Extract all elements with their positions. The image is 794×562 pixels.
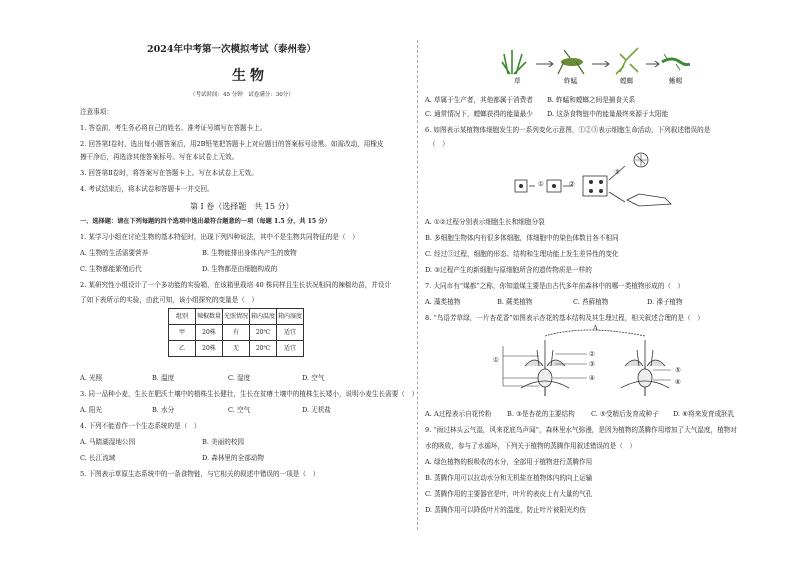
diagram-label: ⑤ <box>675 366 681 374</box>
q6-option-d: D. ③过程产生的新细胞与原细胞所含的遗传物质是一样的 <box>425 266 592 274</box>
q3-option-c: C. 空气 <box>228 406 251 414</box>
q5-option-c: C. 通常情况下，螳螂获得的能量最少 <box>425 110 533 118</box>
diagram-label: ③ <box>589 360 595 368</box>
table-header-row <box>169 309 304 325</box>
q4-option-a: A. 马踏湖湿地公园 <box>80 438 136 446</box>
process-marker-2: ② <box>569 180 575 188</box>
table-cell: 20株 <box>196 325 223 341</box>
q1-option-d: D. 生物都是由细胞构成的 <box>202 265 278 273</box>
diagram-label: ④ <box>589 374 595 382</box>
column-divider <box>417 40 418 530</box>
q6-stem: 6. 如图表示某植物体细胞发生的一系列变化示意图，①②③表示细胞生命活动，下列叙述错误的是 <box>425 126 711 134</box>
section-heading: 第 I 卷（选择题 共 15 分） <box>190 202 294 211</box>
q7-option-a: A. 藻类植物 <box>425 298 461 306</box>
q4-option-c: C. 长江流域 <box>80 454 116 462</box>
q4-option-b: B. 美丽的校园 <box>202 438 245 446</box>
q5-option-b: B. 蚱蜢和螳螂之间是捕食关系 <box>547 96 636 104</box>
grass-icon <box>502 50 526 74</box>
diagram-label: ① <box>493 356 499 364</box>
lizard-icon <box>662 54 690 70</box>
table-cell: 20℃ <box>250 325 277 341</box>
q7-option-d: D. 裸子植物 <box>647 298 683 306</box>
table-cell: 甲 <box>169 325 196 341</box>
q9-option-b: B. 蒸腾作用可以拉动水分和无机盐在植物体内的向上运输 <box>425 474 593 482</box>
table-header: 辣椒数量 <box>196 309 223 325</box>
exam-title: 2024年中考第一次模拟考试（泰州卷） <box>147 44 316 55</box>
q2-stem: 2. 某研究性小组设计了一个多功能的实验箱，在该箱里栽培 40 株同样且生长状况相同的辣椒幼苗，并设计 <box>80 281 392 289</box>
q6-option-c: C. 经过③过程，细胞的形态、结构和生理功能上发生差异性的变化 <box>425 250 619 258</box>
notes-heading: 注意事项： <box>80 108 113 116</box>
diagram-label: ② <box>589 350 595 358</box>
food-chain-label: 草 <box>514 77 521 85</box>
arrow-icon <box>592 61 609 67</box>
table-cell: 20℃ <box>250 341 277 357</box>
section-instruction: 一、选择题：请在下列每题的四个选项中选出最符合题意的一项（每题 1.5 分，共 15 分） <box>80 218 331 225</box>
grasshopper-icon <box>558 50 584 74</box>
q2-stem-cont: 了如下表所示的实验，由此可知，该小组探究的变量是（ ） <box>80 296 259 304</box>
flower-left-icon <box>521 340 569 396</box>
q8-option-d: D. ⑥将来发育成胚乳 <box>673 410 735 418</box>
food-chain-figure <box>500 44 690 90</box>
exam-info: （考试时间：45 分钟 试卷满分：30分） <box>190 92 294 98</box>
process-marker-1: ① <box>538 180 544 188</box>
q9-option-d: D. 蒸腾作用可以降低叶片的温度，防止叶片被阳光灼伤 <box>425 506 586 514</box>
table-header: 箱内温度 <box>250 309 277 325</box>
q9-stem-cont: 水的吸收，参与了水循环，下列关于植物的蒸腾作用叙述错误的是（ ） <box>425 442 636 450</box>
q8-option-a: A. A过程表示自花传粉 <box>425 410 492 418</box>
table-cell: 适宜 <box>277 341 304 357</box>
q2-option-b: B. 温度 <box>152 374 175 382</box>
q5-option-a: A. 草属于生产者，其他都属于消费者 <box>425 96 533 104</box>
q3-stem: 3. 同一品种小麦，生长在肥沃土壤中的植株生长健壮，生长在贫瘠土壤中的植株生长矮小，说明小麦生长需要（ ） <box>80 390 419 398</box>
q8-stem: 8. “鸟语芳草绿，一片杏花香”如图表示杏花的基本结构及其生理过程，相关叙述合理的是（ ） <box>425 314 704 322</box>
table-cell: 乙 <box>169 341 196 357</box>
diagram-label-a: A <box>593 324 598 332</box>
q5-option-d: D. 这条食物链中的能量最终来源于太阳能 <box>547 110 669 118</box>
table-row <box>169 341 304 357</box>
arrow-icon <box>646 61 659 67</box>
q6-bracket: （ ） <box>429 140 449 148</box>
food-chain-label: 蜥蜴 <box>669 77 683 85</box>
q8-option-c: C. ⑤受精后发育成种子 <box>591 410 659 418</box>
q3-option-a: A. 阳光 <box>80 406 103 414</box>
experiment-table <box>168 308 304 357</box>
q8-option-b: B. ③是杏花的主要结构 <box>507 410 575 418</box>
table-cell: 有 <box>223 325 250 341</box>
q7-option-c: C. 苔藓植物 <box>573 298 609 306</box>
q7-option-b: B. 蕨类植物 <box>497 298 533 306</box>
q1-option-c: C. 生物都能繁殖后代 <box>80 265 142 273</box>
q6-option-a: A. ①②过程分别表示细胞生长和细胞分裂 <box>425 218 545 226</box>
flower-right-icon <box>621 340 669 396</box>
subject-title: 生物 <box>232 68 268 84</box>
table-cell: 无 <box>223 341 250 357</box>
table-row <box>169 325 304 341</box>
note-item: 1. 答卷前，考生务必将自己的姓名、准考证号填写在答题卡上。 <box>80 124 267 132</box>
food-chain-label: 螳螂 <box>620 77 634 85</box>
note-item: 2. 回答第Ⅰ卷时，选出每小题答案后，用2B铅笔把答题卡上对应题目的答案标号涂黑。如需改动，用橡皮 <box>80 140 384 148</box>
arrow-icon <box>536 61 553 67</box>
table-header: 组别 <box>169 309 196 325</box>
q5-stem: 5. 下图表示草原生态系统中的一条食物链，与它相关的叙述中错误的一项是（ ） <box>80 470 320 478</box>
mantis-icon <box>616 48 638 74</box>
q6-option-b: B. 多细胞生物体内有很多体细胞，体细胞中的染色体数目各不相同 <box>425 234 619 242</box>
process-marker-3: ③ <box>614 168 620 176</box>
note-item: 擦干净后，再选涂其他答案标号。写在本试卷上无效。 <box>80 153 239 161</box>
q9-option-a: A. 绿色植物的根吸收的水分，全部用于植物进行蒸腾作用 <box>425 458 593 466</box>
q2-option-a: A. 光照 <box>80 374 103 382</box>
table-header: 光照情况 <box>223 309 250 325</box>
q9-stem: 9. “雨过林头云气湿，风来花底鸟声闻”，森林里水气弥漫，是因为植物的蒸腾作用增加了大气湿度，植物对 <box>425 426 737 434</box>
q7-stem: 7. 大同市有“煤都”之称，你知道煤主要是由古代多年前森林中的哪一类植物形成的（ ） <box>425 282 685 290</box>
q2-option-d: D. 空气 <box>302 374 325 382</box>
table-cell: 适宜 <box>277 325 304 341</box>
note-item: 3. 回答第Ⅱ卷时，将答案写在答题卡上。写在本试卷上无效。 <box>80 169 258 177</box>
q1-option-b: B. 生物能排出身体内产生的废物 <box>202 249 297 257</box>
q9-option-c: C. 蒸腾作用的主要器官是叶，叶片的表皮上有大量的气孔 <box>425 490 593 498</box>
q1-stem: 1. 某学习小组在讨论生物的基本特征时，出现下列四种说法，其中不是生物共同特征的是（ ） <box>80 233 359 241</box>
table-header: 箱内湿度 <box>277 309 304 325</box>
diagram-label: ⑥ <box>675 378 681 386</box>
q4-option-d: D. 森林里的全部动物 <box>202 454 264 462</box>
flower-structure-figure <box>495 326 695 406</box>
q2-option-c: C. 湿度 <box>228 374 251 382</box>
q3-option-d: D. 无机盐 <box>302 406 332 414</box>
q3-option-b: B. 水分 <box>152 406 175 414</box>
note-item: 4. 考试结束后，将本试卷和答题卡一并交回。 <box>80 185 214 193</box>
food-chain-label: 蚱蜢 <box>564 77 578 85</box>
table-cell: 20株 <box>196 341 223 357</box>
q4-stem: 4. 下列不能看作一个生态系统的是（ ） <box>80 422 201 430</box>
q1-option-a: A. 生物的生活需要营养 <box>80 249 149 257</box>
